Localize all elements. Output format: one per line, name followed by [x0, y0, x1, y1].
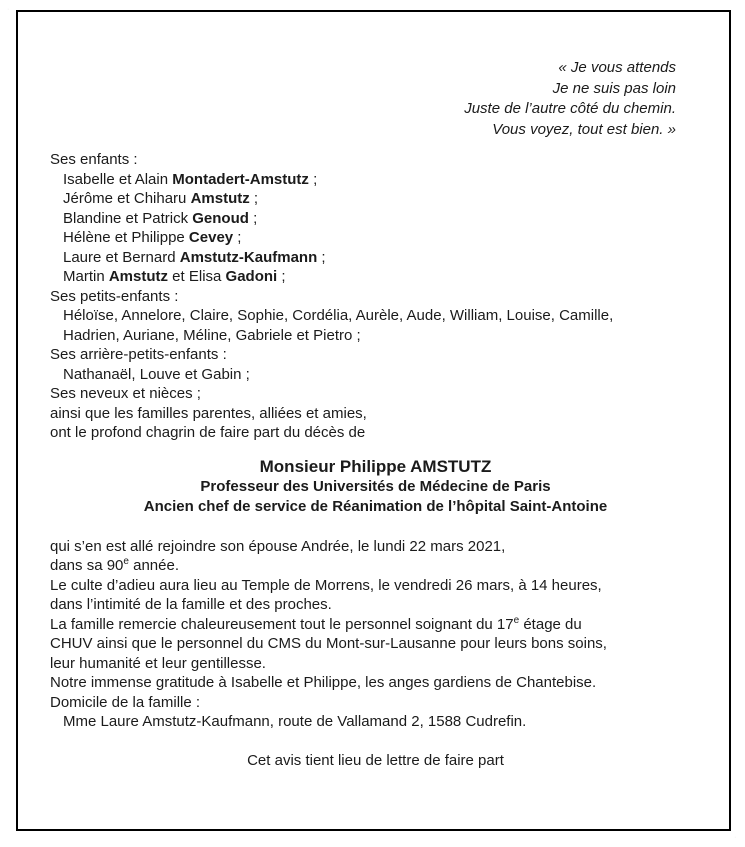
text-line: Juste de l’autre côté du chemin. [464, 100, 676, 117]
text-line: Isabelle et Alain Montadert-Amstutz ; [63, 170, 318, 188]
text-line: Domicile de la famille : [50, 693, 201, 711]
text-line: Héloïse, Annelore, Claire, Sophie, Cordélia, Aurèle, Aude, William, Louise, Camille, [63, 307, 614, 324]
scan-artifact: · [734, 834, 737, 841]
page-border [16, 10, 731, 831]
text-line: Ses neveux et nièces ; [50, 385, 201, 402]
text-line: « Je vous attends [558, 59, 676, 76]
text-line: ainsi que les familles parentes, alliées et amies, [50, 404, 367, 422]
text-line: ont le profond chagrin de faire part du décès de [50, 424, 366, 441]
family-list [50, 150, 701, 443]
text-line: Laure et Bernard Amstutz-Kaufmann ; [63, 248, 326, 266]
text-line: Ses petits-enfants : [50, 287, 179, 305]
text-line: Blandine et Patrick Genoud ; [63, 209, 258, 227]
text-line: dans sa 90e année. [50, 556, 179, 574]
text-line: Vous voyez, tout est bien. » [492, 120, 676, 138]
text-line: Nathanaël, Louve et Gabin ; [63, 365, 250, 383]
text-line: Notre immense gratitude à Isabelle et Philippe, les anges gardiens de Chantebise. [50, 674, 597, 691]
text-line: Hélène et Philippe Cevey ; [63, 229, 242, 246]
text-line: Mme Laure Amstutz-Kaufmann, route de Vallamand 2, 1588 Cudrefin. [63, 713, 527, 730]
deceased-headline [50, 456, 701, 517]
deceased-title-1: Professeur des Universités de Médecine de Paris [200, 477, 551, 495]
text-line: leur humanité et leur gentillesse. [50, 654, 266, 672]
deceased-name: Monsieur Philippe AMSTUTZ [259, 456, 492, 476]
text-line: dans l’intimité de la famille et des proches. [50, 596, 332, 613]
deceased-title-2: Ancien chef de service de Réanimation de l’hôpital Saint-Antoine [143, 497, 608, 515]
announcement-body [50, 537, 701, 732]
text-line: Hadrien, Auriane, Méline, Gabriele et Pietro ; [63, 326, 361, 344]
text-line: qui s’en est allé rejoindre son épouse Andrée, le lundi 22 mars 2021, [50, 537, 506, 555]
text-line: Je ne suis pas loin [552, 79, 676, 97]
text-line: Ses arrière-petits-enfants : [50, 346, 227, 363]
text-line: La famille remercie chaleureusement tout le personnel soignant du 17e étage du [50, 614, 582, 633]
text-line: Ses enfants : [50, 151, 138, 168]
text-line: Le culte d’adieu aura lieu au Temple de Morrens, le vendredi 26 mars, à 14 heures, [50, 576, 602, 594]
closing-line: Cet avis tient lieu de lettre de faire part [247, 751, 504, 769]
text-line: Martin Amstutz et Elisa Gadoni ; [63, 268, 286, 285]
epigraph-quote [50, 58, 701, 140]
text-line: CHUV ainsi que le personnel du CMS du Mont-sur-Lausanne pour leurs bons soins, [50, 635, 607, 652]
text-line: Jérôme et Chiharu Amstutz ; [63, 190, 259, 207]
scan-artifact: · [7, 6, 10, 13]
